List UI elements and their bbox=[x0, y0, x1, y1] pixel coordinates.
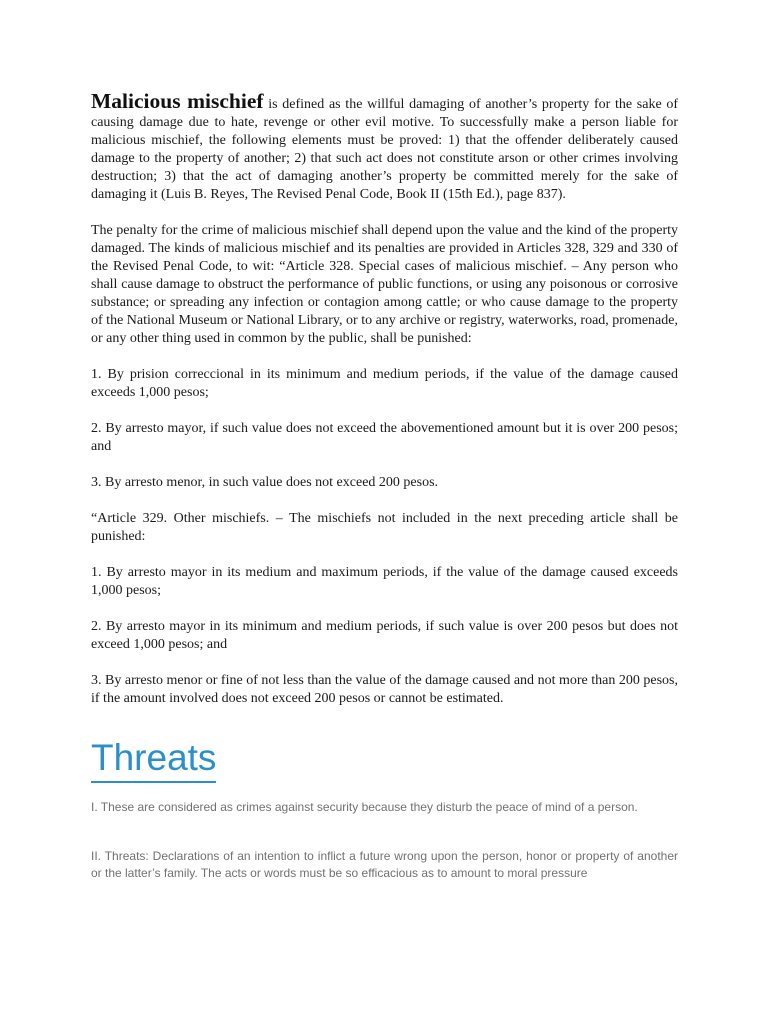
threats-heading-text: Threats bbox=[91, 736, 216, 783]
article329-item-1: 1. By arresto mayor in its medium and maximum periods, if the value of the damage caused exceeds 1,000 pesos; bbox=[91, 565, 678, 598]
article328-item-2: 2. By arresto mayor, if such value does not exceed the abovementioned amount but it is over 200 pesos; and bbox=[91, 421, 678, 454]
article329-item-3: 3. By arresto menor or fine of not less than the value of the damage caused and not more than 200 pesos, if the amount involved does not exceed 200 pesos or cannot be estimated. bbox=[91, 673, 678, 706]
document-page bbox=[91, 89, 679, 882]
threats-point-2: II. Threats: Declarations of an intention to inflict a future wrong upon the person, honor or property of another or the latter’s family. The acts or words must be so efficacious as to amount to moral pressure bbox=[91, 849, 678, 880]
penalty-paragraph: The penalty for the crime of malicious mischief shall depend upon the value and the kind of the property damaged. The kinds of malicious mischief and its penalties are provided in Articles 328, 329 and 330 of the Revised Penal Code, to wit: “Article 328. Special cases of malicious mischief. – Any person who shall cause damage to obstruct the performance of public functions, or using any poisonous or corrosive substance; or spreading any infection or contagion among cattle; or who cause damage to the property of the National Museum or National Library, or to any archive or registry, waterworks, road, promenade, or any other thing used in common by the public, shall be punished: bbox=[91, 223, 678, 346]
threats-heading bbox=[91, 736, 678, 783]
article329-intro: “Article 329. Other mischiefs. – The mischiefs not included in the next preceding article shall be punished: bbox=[91, 511, 678, 544]
intro-text: is defined as the willful damaging of another’s property for the sake of causing damage due to hate, revenge or other evil motive. To successfully make a person liable for malicious mischief, the following elements must be proved: 1) that the offender deliberately caused damage to the property of another; 2) that such act does not constitute arson or other crimes involving destruction; 3) that the act of damaging another’s property be committed merely for the sake of damaging it (Luis B. Reyes, The Revised Penal Code, Book II (15th Ed.), page 837). bbox=[91, 97, 679, 202]
threats-point-1: I. These are considered as crimes against security because they disturb the peace of mind of a person. bbox=[91, 800, 638, 814]
article328-item-3: 3. By arresto menor, in such value does not exceed 200 pesos. bbox=[91, 475, 439, 490]
term-malicious-mischief: Malicious mischief bbox=[91, 89, 264, 113]
article329-item-2: 2. By arresto mayor in its minimum and medium periods, if such value is over 200 pesos but does not exceed 1,000 pesos; and bbox=[91, 619, 678, 652]
intro-paragraph bbox=[91, 89, 679, 204]
article328-item-1: 1. By prision correccional in its minimum and medium periods, if the value of the damage caused exceeds 1,000 pesos; bbox=[91, 367, 678, 400]
